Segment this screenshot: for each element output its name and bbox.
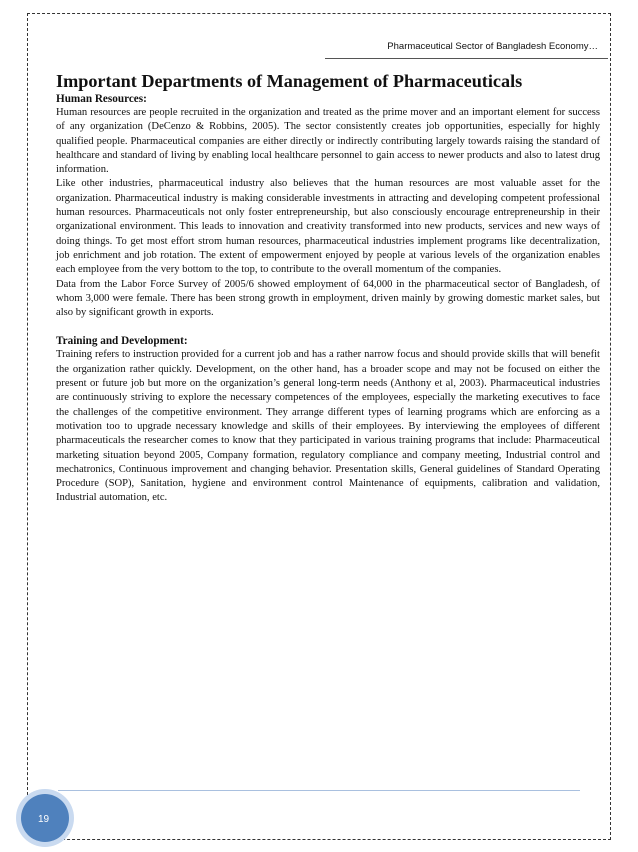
section-heading-human-resources: Human Resources: xyxy=(56,93,147,105)
section-spacer xyxy=(56,320,600,334)
document-title: Important Departments of Management of Pharmaceuticals xyxy=(56,71,523,91)
footer-rule xyxy=(58,790,580,791)
paragraph-human-resources-1: Human resources are people recruited in the organization and treated as the prime mover and an important element for success of any organization (DeCenzo & Robbins, 2005). The sector consistently creates job opportunities, especially for highly qualified people. Pharmaceutical companies are either directly or indirectly contributing largely towards raising the standard of healthcare and standard of living by enabling local healthcare personnel to gain access to newer products and also to latest drug information. xyxy=(56,107,600,176)
paragraph-training-development-1: Training refers to instruction provided for a current job and has a rather narrow focus and should provide skills that will benefit the organization rather quickly. Development, on the other hand, has a broader scope and may not be focused on either the present or future job but more on the organization’s general long-term needs (Anthony et al, 2003). Pharmaceutical industries are continuously striving to explore the necessary competences of the employees, especially the marketing executives to face the challenges of the competitive environment. They arrange different types of learning programs which are enforcing as a motivation too to upgrade necessary knowledge and skills of their employees. By interviewing the employees of different pharmaceuticals the researcher comes to know that they participated in various training programs that include: Pharmaceutical marketing situation beyond 2005, Company formation, regulatory compliance and company meeting, Industrial control and mechatronics, Continuous improvement and changing behavior. Presentation skills, General guidelines of Standard Operating Procedure (SOP), Sanitation, hygiene and environment control Maintenance of equipments, calibration and validation, Industrial automation, etc. xyxy=(56,349,600,504)
paragraph-human-resources-3: Data from the Labor Force Survey of 2005/6 showed employment of 64,000 in the pharmaceutical sector of Bangladesh, of whom 3,000 were female. There has been strong growth in employment, driven mainly by growing domestic market sales, but also by significant growth in exports. xyxy=(56,278,600,319)
header-rule xyxy=(325,58,608,59)
document-body xyxy=(56,70,600,506)
paragraph-human-resources-2: Like other industries, pharmaceutical industry also believes that the human resources are most valuable asset for the organization. Pharmaceutical industry is making considerable investments in attracting and developing competent professional human resources. Pharmaceuticals not only foster entrepreneurship, but also consciously encourage entrepreneurship in their organizational environment. This leads to innovation and creativity transformed into new products, services and new ways of doing things. To get most effort strom human resources, pharmaceutical industries implement programs like decentralization, job enrichment and job rotation. The extent of empowerment enjoyed by people at various levels of the organization enables each employee from the very bottom to the top, to contribute to the overall momentum of the companies. xyxy=(56,178,600,276)
running-header: Pharmaceutical Sector of Bangladesh Economy… xyxy=(387,41,598,52)
section-heading-training-development: Training and Development: xyxy=(56,335,188,348)
page-number: 19 xyxy=(38,814,50,825)
